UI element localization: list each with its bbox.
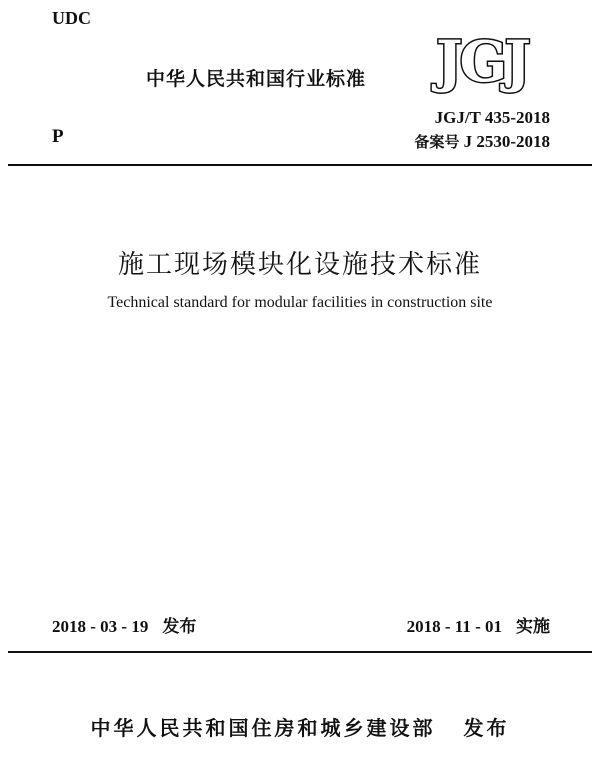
classification-code: P — [52, 126, 64, 147]
jgj-logo: JGJ — [436, 29, 528, 95]
industry-standard-heading: 中华人民共和国行业标准 — [146, 68, 367, 90]
document-title-english: Technical standard for modular facilities in construction site — [107, 294, 493, 311]
record-code: J 2530-2018 — [463, 132, 550, 151]
udc-label: UDC — [52, 8, 91, 28]
implement-label: 实施 — [516, 617, 550, 637]
issuer-name: 中华人民共和国住房和城乡建设部 — [90, 716, 436, 740]
issuer-action: 发布 — [463, 716, 510, 740]
record-number — [414, 131, 550, 152]
implement-date-line — [407, 612, 550, 637]
standard-code: JGJ/T 435-2018 — [434, 108, 550, 127]
issue-date-line — [52, 612, 196, 637]
issuing-authority — [0, 712, 600, 741]
record-label: 备案号 — [414, 133, 460, 151]
issue-label: 发布 — [162, 617, 197, 637]
issue-date: 2018 - 03 - 19 — [52, 617, 149, 636]
bottom-divider — [8, 651, 592, 653]
top-divider — [8, 164, 592, 166]
implement-date: 2018 - 11 - 01 — [406, 617, 502, 636]
document-title-chinese: 施工现场模块化设施技术标准 — [117, 250, 482, 280]
